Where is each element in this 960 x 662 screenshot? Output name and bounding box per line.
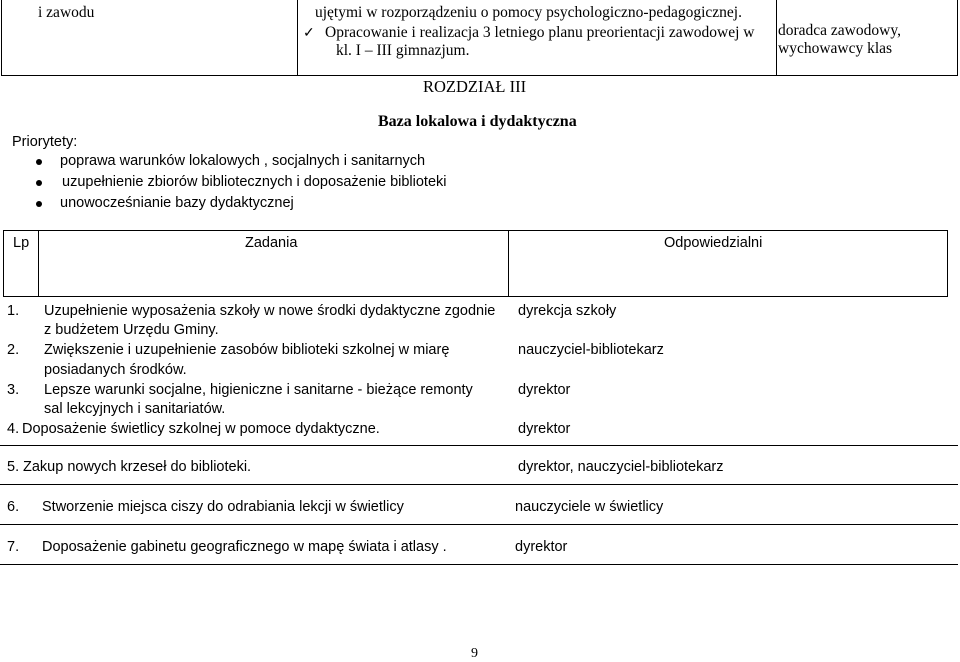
row-task: Doposażenie gabinetu geograficznego w mapę świata i atlasy . xyxy=(42,539,447,555)
row-responsible: dyrektor, nauczyciel-bibliotekarz xyxy=(518,459,724,475)
section-title: Baza lokalowa i dydaktyczna xyxy=(378,113,577,130)
top-table-col1: i zawodu xyxy=(38,4,95,21)
row-task: Zwiększenie i uzupełnienie zasobów biblioteki szkolnej w miarę xyxy=(44,342,450,358)
row-responsible: dyrektor xyxy=(518,421,571,437)
row-number: 7. xyxy=(7,539,20,555)
row-number: 3. xyxy=(7,382,20,398)
top-table-line3: kl. I – III gimnazjum. xyxy=(336,42,470,59)
row-task: sal lekcyjnych i sanitariatów. xyxy=(44,401,226,417)
top-table-line2: Opracowanie i realizacja 3 letniego planu preorientacji zawodowej w xyxy=(325,24,755,41)
top-table-resp1: doradca zawodowy, xyxy=(778,22,901,39)
top-table-line1: ujętymi w rozporządzeniu o pomocy psychologiczno-pedagogicznej. xyxy=(315,4,742,21)
row-task: Uzupełnienie wyposażenia szkoły w nowe środki dydaktyczne zgodnie xyxy=(44,303,496,319)
row-responsible: dyrektor xyxy=(515,539,568,555)
row-task: Doposażenie świetlicy szkolnej w pomoce dydaktyczne. xyxy=(22,421,380,437)
row-task: Stworzenie miejsca ciszy do odrabiania lekcji w świetlicy xyxy=(42,499,404,515)
priorities-label: Priorytety: xyxy=(12,134,78,150)
header-responsible: Odpowiedzialni xyxy=(664,235,763,251)
page-number: 9 xyxy=(471,646,478,661)
row-task: Lepsze warunki socjalne, higieniczne i sanitarne - bieżące remonty xyxy=(44,382,473,398)
row-number: 5. xyxy=(7,459,20,475)
row-responsible: nauczyciele w świetlicy xyxy=(515,499,664,515)
row-task: z budżetem Urzędu Gminy. xyxy=(44,322,219,338)
row-number: 4. xyxy=(7,421,20,437)
row-responsible: dyrekcja szkoły xyxy=(518,303,617,319)
chapter-title: ROZDZIAŁ III xyxy=(423,77,527,96)
row-responsible: nauczyciel-bibliotekarz xyxy=(518,342,664,358)
priority-item: uzupełnienie zbiorów bibliotecznych i doposażenie biblioteki xyxy=(62,174,447,190)
priority-item: unowocześnianie bazy dydaktycznej xyxy=(60,195,294,211)
bullet-icon xyxy=(36,180,42,186)
row-number: 2. xyxy=(7,342,20,358)
top-table-resp2: wychowawcy klas xyxy=(778,40,893,57)
check-icon: ✓ xyxy=(303,24,315,40)
row-number: 6. xyxy=(7,499,20,515)
header-tasks: Zadania xyxy=(245,235,298,251)
priority-item: poprawa warunków lokalowych , socjalnych i sanitarnych xyxy=(60,153,426,169)
bullet-icon xyxy=(36,159,42,165)
row-number: 1. xyxy=(7,303,20,319)
header-lp: Lp xyxy=(13,235,30,251)
bullet-icon xyxy=(36,201,42,207)
row-task: Zakup nowych krzeseł do biblioteki. xyxy=(23,459,252,475)
row-task: posiadanych środków. xyxy=(44,362,187,378)
row-responsible: dyrektor xyxy=(518,382,571,398)
